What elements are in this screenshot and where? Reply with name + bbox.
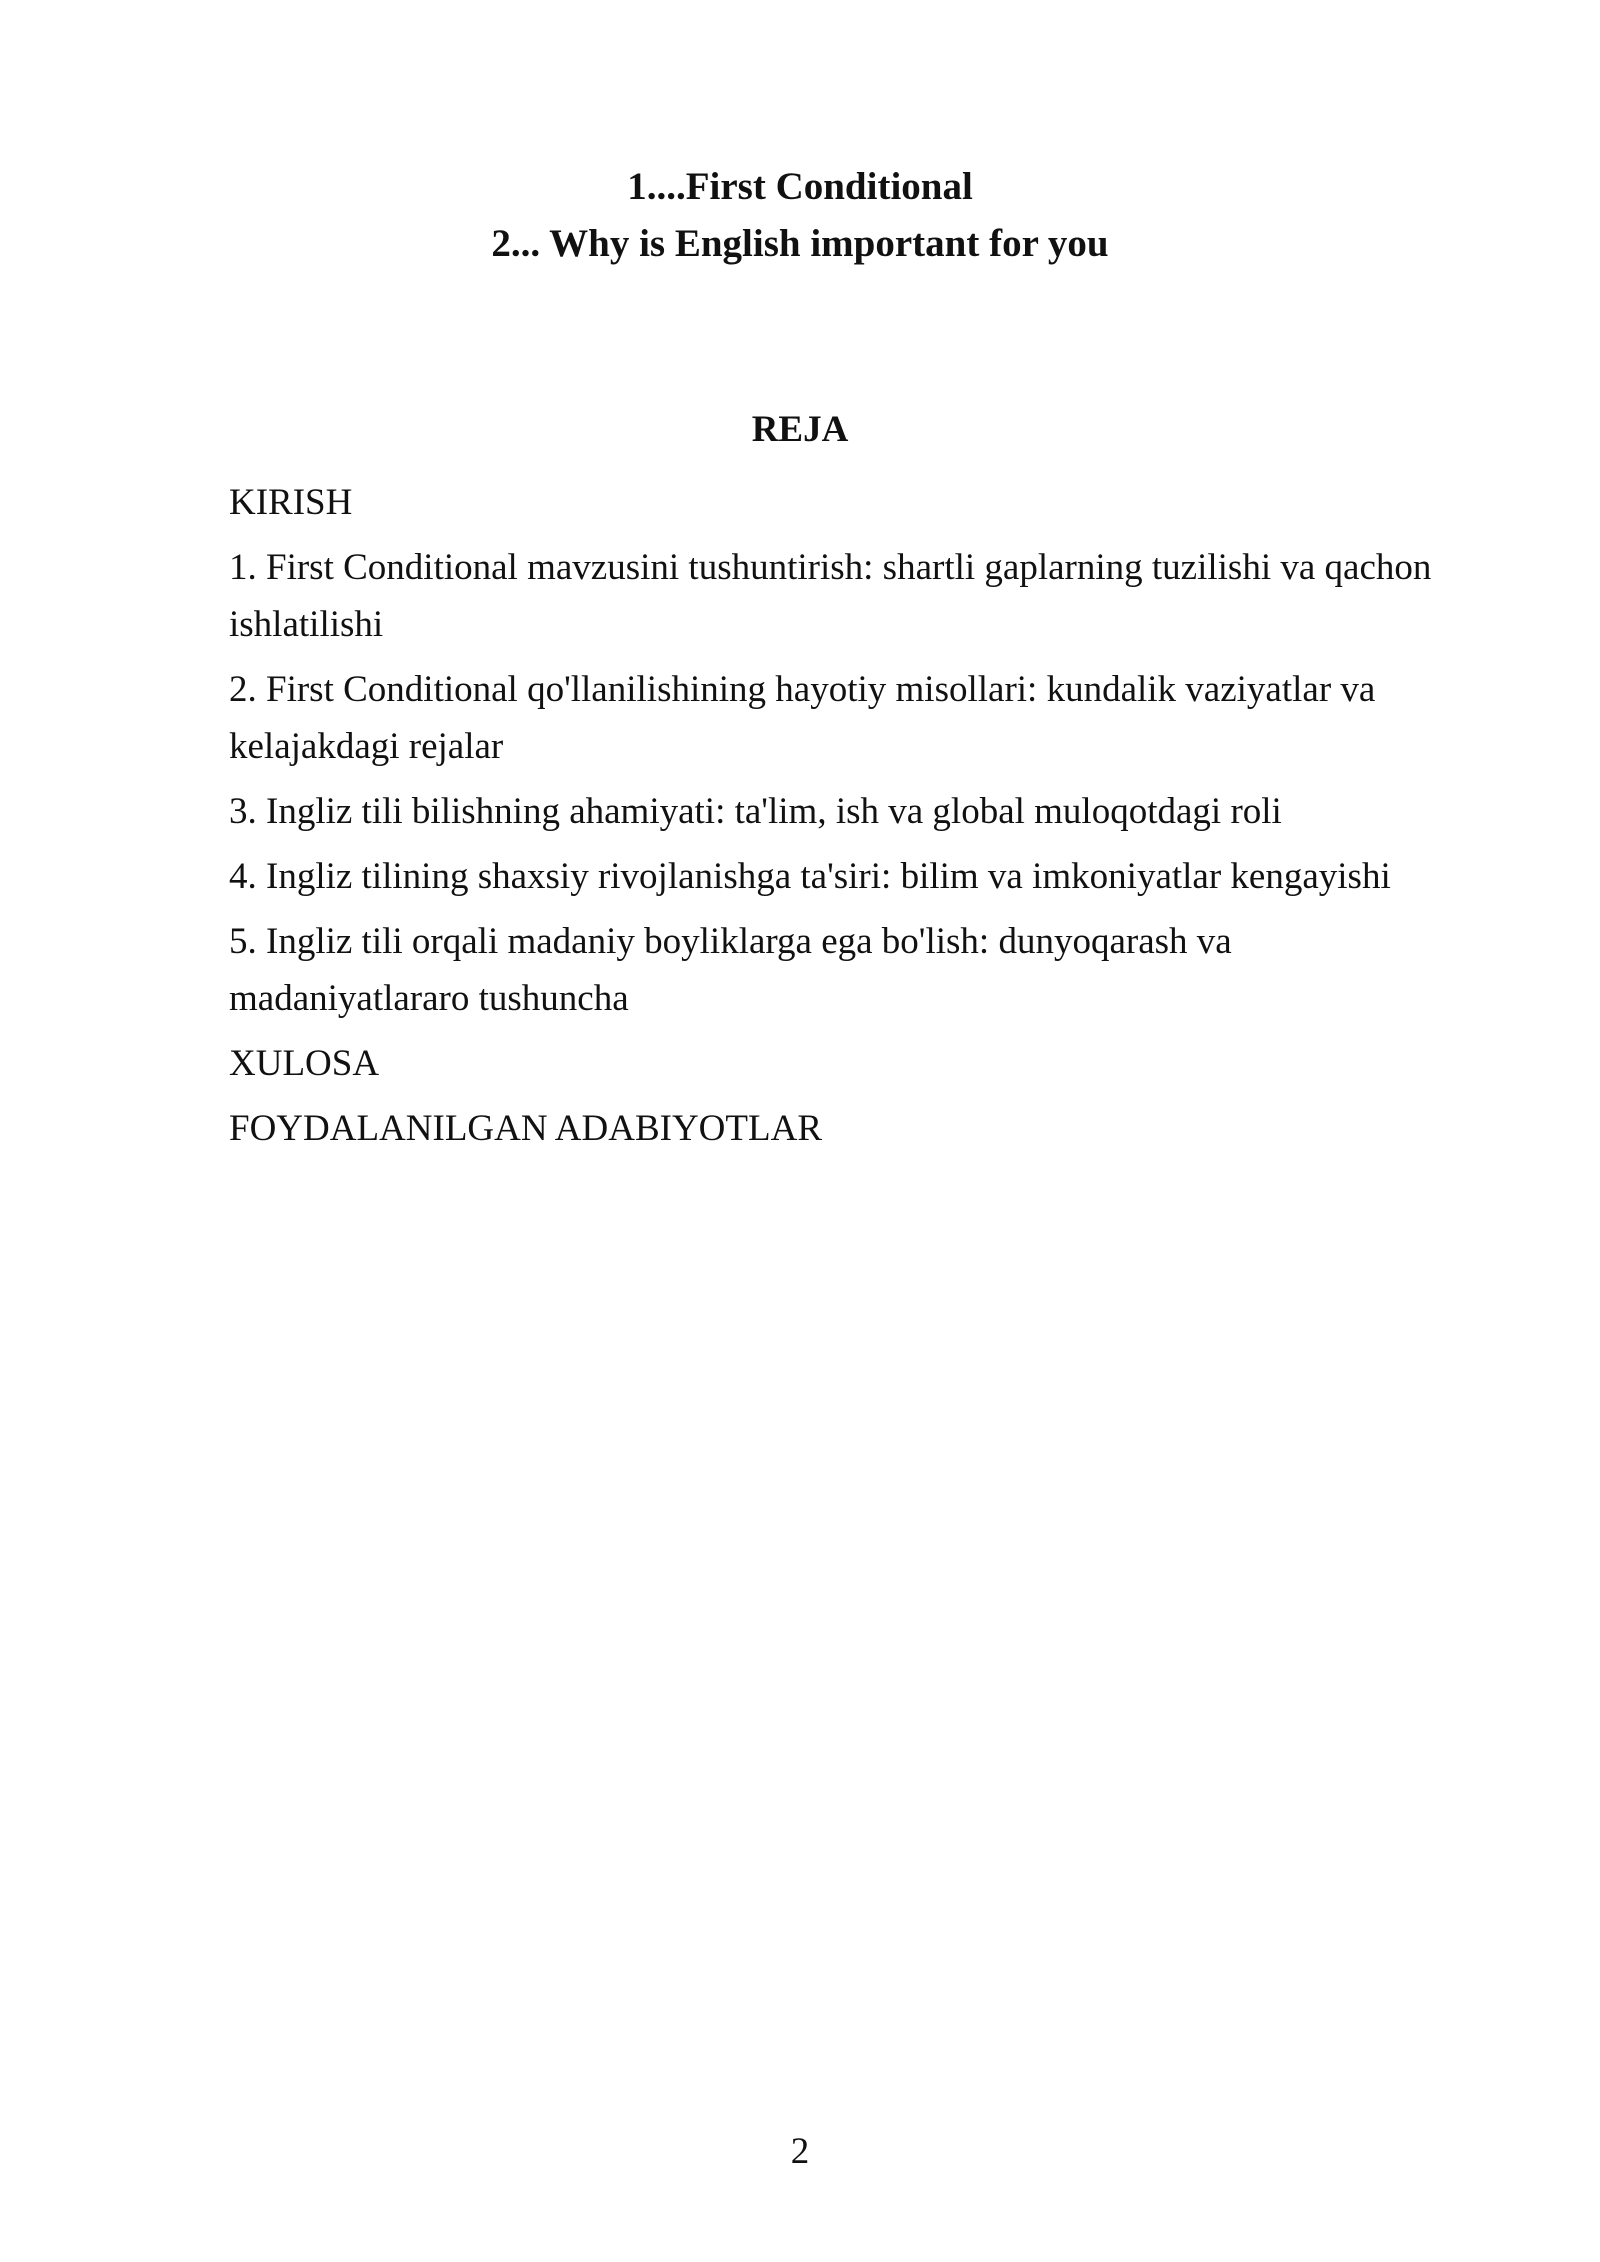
document-title <box>0 158 1600 272</box>
plan-heading: REJA <box>751 409 849 450</box>
plan-item-4: 4. Ingliz tilining shaxsiy rivojlanishga ta'siri: bilim va imkoniyatlar kengayishi <box>229 856 1391 897</box>
page-number: 2 <box>790 2131 810 2172</box>
plan-item-5: 5. Ingliz tili orqali madaniy boyliklarga ega bo'lish: dunyoqarash va madaniyatlararo tushuncha <box>229 921 1232 1019</box>
plan-item-intro: KIRISH <box>229 482 353 523</box>
plan-item-1: 1. First Conditional mavzusini tushuntirish: shartli gaplarning tuzilishi va qachon ishlatilishi <box>229 547 1432 645</box>
plan-list <box>229 474 1479 1165</box>
title-line-2: 2... Why is English important for you <box>491 222 1109 265</box>
plan-item-conclusion: XULOSA <box>229 1043 380 1084</box>
plan-item-2: 2. First Conditional qo'llanilishining hayotiy misollari: kundalik vaziyatlar va kelajakdagi rejalar <box>229 669 1376 767</box>
plan-item-3: 3. Ingliz tili bilishning ahamiyati: ta'lim, ish va global muloqotdagi roli <box>229 791 1282 832</box>
plan-item-references: FOYDALANILGAN ADABIYOTLAR <box>229 1108 822 1149</box>
title-line-1: 1....First Conditional <box>627 165 973 208</box>
